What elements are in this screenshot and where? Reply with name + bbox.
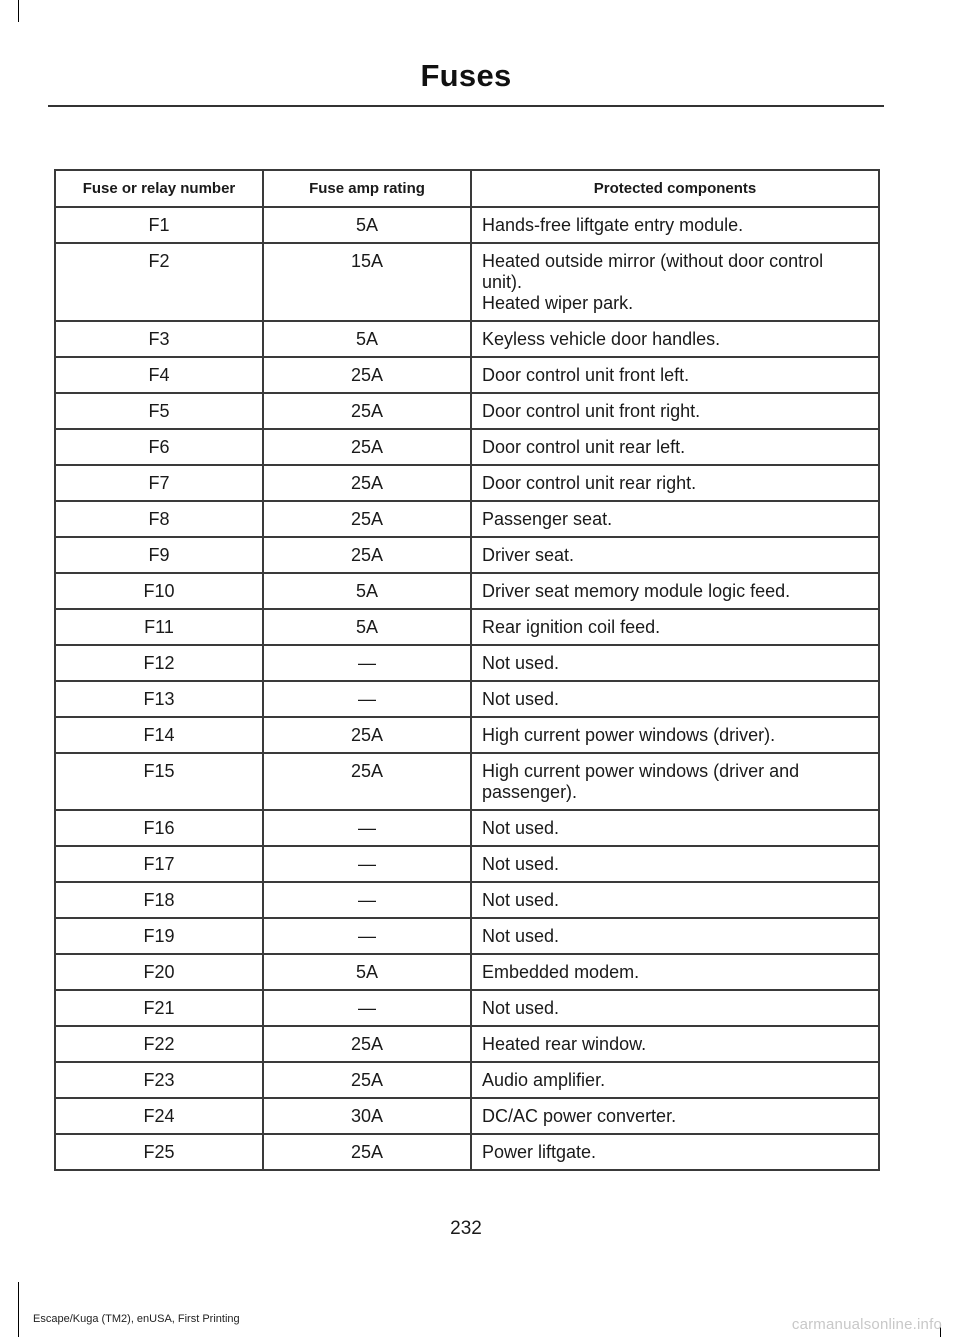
table-row: [55, 810, 879, 846]
protected-components-cell: [471, 681, 879, 717]
component-text: Not used.: [482, 926, 560, 946]
component-text: High current power windows (driver).: [482, 725, 776, 745]
amp-rating-cell: —: [263, 645, 471, 681]
column-header-fuse-number: Fuse or relay number: [55, 170, 263, 207]
fuse-number-cell: F5: [55, 393, 263, 429]
amp-rating-cell: —: [263, 882, 471, 918]
fuse-table: [54, 169, 880, 1171]
amp-rating-cell: 5A: [263, 573, 471, 609]
amp-rating-cell: —: [263, 681, 471, 717]
table-body: [55, 207, 879, 1170]
component-text: Not used.: [482, 689, 560, 709]
component-text: Not used.: [482, 653, 560, 673]
fuse-number-cell: F18: [55, 882, 263, 918]
table-row: [55, 717, 879, 753]
fuse-number-cell: F20: [55, 954, 263, 990]
fuse-number-cell: F25: [55, 1134, 263, 1170]
protected-components-cell: [471, 357, 879, 393]
protected-components-cell: [471, 882, 879, 918]
protected-components-cell: [471, 1134, 879, 1170]
fuse-number-cell: F2: [55, 243, 263, 321]
protected-components-cell: [471, 393, 879, 429]
protected-components-cell: [471, 243, 879, 321]
component-text: Door control unit front left.: [482, 365, 690, 385]
component-text: Power liftgate.: [482, 1142, 597, 1162]
component-text: Embedded modem.: [482, 962, 640, 982]
fuse-number-cell: F16: [55, 810, 263, 846]
table-row: [55, 1098, 879, 1134]
table-row: [55, 1026, 879, 1062]
table-row: [55, 609, 879, 645]
component-text: Not used.: [482, 854, 560, 874]
amp-rating-cell: 25A: [263, 357, 471, 393]
protected-components-cell: [471, 207, 879, 243]
table-row: [55, 573, 879, 609]
component-text: Audio amplifier.: [482, 1070, 606, 1090]
component-text: Passenger seat.: [482, 509, 613, 529]
component-text: Not used.: [482, 998, 560, 1018]
fuse-number-cell: F19: [55, 918, 263, 954]
table-row: [55, 918, 879, 954]
component-text: Not used.: [482, 890, 560, 910]
table-row: [55, 357, 879, 393]
table-row: [55, 1062, 879, 1098]
component-text: Hands-free liftgate entry module.: [482, 215, 744, 235]
protected-components-cell: [471, 990, 879, 1026]
fuse-number-cell: F10: [55, 573, 263, 609]
fuse-number-cell: F23: [55, 1062, 263, 1098]
amp-rating-cell: 25A: [263, 537, 471, 573]
amp-rating-cell: 25A: [263, 1134, 471, 1170]
table-row: [55, 429, 879, 465]
amp-rating-cell: 15A: [263, 243, 471, 321]
title-divider: [48, 105, 884, 107]
amp-rating-cell: 5A: [263, 954, 471, 990]
page-number: 232: [450, 1218, 482, 1239]
protected-components-cell: [471, 465, 879, 501]
amp-rating-cell: 25A: [263, 1026, 471, 1062]
protected-components-cell: [471, 537, 879, 573]
fuse-number-cell: F17: [55, 846, 263, 882]
component-text: Heated rear window.: [482, 1034, 647, 1054]
edition-footer: Escape/Kuga (TM2), enUSA, First Printing: [33, 1313, 240, 1325]
fuse-number-cell: F6: [55, 429, 263, 465]
table-row: [55, 645, 879, 681]
protected-components-cell: [471, 753, 879, 810]
amp-rating-cell: 25A: [263, 753, 471, 810]
component-text: Not used.: [482, 818, 560, 838]
protected-components-cell: [471, 954, 879, 990]
amp-rating-cell: 25A: [263, 465, 471, 501]
table-row: [55, 537, 879, 573]
table-row: [55, 207, 879, 243]
amp-rating-cell: —: [263, 810, 471, 846]
fuse-number-cell: F7: [55, 465, 263, 501]
table-row: [55, 954, 879, 990]
component-text: Driver seat.: [482, 545, 575, 565]
protected-components-cell: [471, 573, 879, 609]
component-text: Driver seat memory module logic feed.: [482, 581, 791, 601]
protected-components-cell: [471, 645, 879, 681]
protected-components-cell: [471, 846, 879, 882]
fuse-number-cell: F13: [55, 681, 263, 717]
amp-rating-cell: 5A: [263, 321, 471, 357]
fuse-number-cell: F11: [55, 609, 263, 645]
protected-components-cell: [471, 717, 879, 753]
crop-mark-top-left: [18, 0, 19, 22]
fuse-number-cell: F12: [55, 645, 263, 681]
component-text: Door control unit rear left.: [482, 437, 686, 457]
table-row: [55, 846, 879, 882]
component-text: Keyless vehicle door handles.: [482, 329, 721, 349]
protected-components-cell: [471, 1026, 879, 1062]
table-row: [55, 465, 879, 501]
table-row: [55, 321, 879, 357]
table-row: [55, 243, 879, 321]
fuse-number-cell: F15: [55, 753, 263, 810]
fuse-number-cell: F21: [55, 990, 263, 1026]
component-text: Door control unit rear right.: [482, 473, 697, 493]
protected-components-cell: [471, 501, 879, 537]
protected-components-cell: [471, 1098, 879, 1134]
watermark: carmanualsonline.info: [791, 1316, 942, 1333]
protected-components-cell: [471, 810, 879, 846]
column-header-amp-rating: Fuse amp rating: [263, 170, 471, 207]
amp-rating-cell: 30A: [263, 1098, 471, 1134]
component-text: Door control unit front right.: [482, 401, 701, 421]
protected-components-cell: [471, 609, 879, 645]
table-header-row: [55, 170, 879, 207]
fuse-number-cell: F22: [55, 1026, 263, 1062]
table-row: [55, 393, 879, 429]
component-text: Heated outside mirror (without door control unit).: [482, 251, 824, 292]
protected-components-cell: [471, 321, 879, 357]
table-row: [55, 1134, 879, 1170]
fuse-number-cell: F14: [55, 717, 263, 753]
amp-rating-cell: 5A: [263, 207, 471, 243]
fuse-number-cell: F3: [55, 321, 263, 357]
protected-components-cell: [471, 429, 879, 465]
amp-rating-cell: 5A: [263, 609, 471, 645]
amp-rating-cell: —: [263, 846, 471, 882]
fuse-number-cell: F8: [55, 501, 263, 537]
fuse-number-cell: F4: [55, 357, 263, 393]
amp-rating-cell: 25A: [263, 429, 471, 465]
amp-rating-cell: 25A: [263, 1062, 471, 1098]
table-row: [55, 882, 879, 918]
protected-components-cell: [471, 1062, 879, 1098]
component-text: DC/AC power converter.: [482, 1106, 677, 1126]
amp-rating-cell: —: [263, 990, 471, 1026]
fuse-number-cell: F1: [55, 207, 263, 243]
table-row: [55, 990, 879, 1026]
column-header-protected-components: Protected components: [471, 170, 879, 207]
component-text: Rear ignition coil feed.: [482, 617, 661, 637]
amp-rating-cell: —: [263, 918, 471, 954]
table-row: [55, 501, 879, 537]
protected-components-cell: [471, 918, 879, 954]
fuse-number-cell: F24: [55, 1098, 263, 1134]
table-row: [55, 681, 879, 717]
amp-rating-cell: 25A: [263, 717, 471, 753]
page-title: Fuses: [420, 58, 512, 93]
table-row: [55, 753, 879, 810]
amp-rating-cell: 25A: [263, 393, 471, 429]
crop-mark-bottom-left: [18, 1282, 19, 1337]
amp-rating-cell: 25A: [263, 501, 471, 537]
component-text: High current power windows (driver and passenger).: [482, 761, 800, 802]
component-text: Heated wiper park.: [482, 293, 634, 313]
fuse-number-cell: F9: [55, 537, 263, 573]
